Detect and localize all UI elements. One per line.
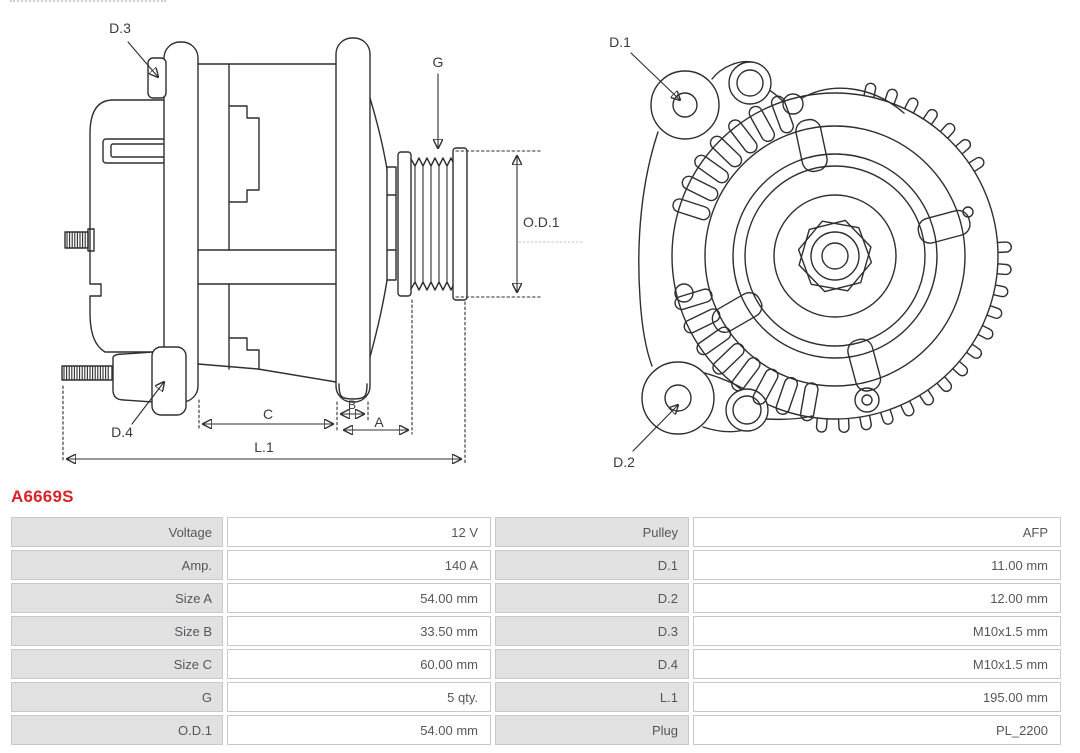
dim-label-d1: D.1 [609,34,631,50]
spec-label-cell: Plug [495,715,689,745]
pulley [398,148,467,300]
dim-label-d2: D.2 [613,454,635,470]
d3-mount-tab [148,58,166,98]
spec-label-cell: Size A [11,583,223,613]
bottom-stud-icon [62,366,112,380]
pulley-hub [774,195,896,317]
spec-row [11,550,1061,580]
spec-row [11,517,1061,547]
stator-body [198,64,336,382]
spec-label-cell: Voltage [11,517,223,547]
front-view-drawing [609,34,1011,470]
dim-label-od1: O.D.1 [523,214,560,230]
spec-value-cell: 60.00 mm [227,649,491,679]
spec-label-cell: O.D.1 [11,715,223,745]
dim-label-l1: L.1 [254,439,274,455]
d4-boss [152,347,186,415]
spec-table [7,514,1065,748]
spec-value-cell: M10x1.5 mm [693,649,1061,679]
spec-value-cell: 5 qty. [227,682,491,712]
od1-dimension [456,151,583,297]
spec-label-cell: L.1 [495,682,689,712]
dim-label-c: C [262,406,274,422]
part-number: A6669S [11,487,74,506]
dim-label-b: B [347,398,357,412]
spec-value-cell: AFP [693,517,1061,547]
shaft-bore [822,243,848,269]
spec-value-cell: 11.00 mm [693,550,1061,580]
spec-value-cell: 12.00 mm [693,583,1061,613]
dim-label-d3: D.3 [109,20,131,36]
spec-label-cell: D.4 [495,649,689,679]
spec-label-cell: G [11,682,223,712]
spec-row [11,715,1061,745]
spec-label-cell: D.2 [495,583,689,613]
side-view-drawing [62,20,583,464]
spec-row [11,682,1061,712]
spec-value-cell: 140 A [227,550,491,580]
spec-value-cell: M10x1.5 mm [693,616,1061,646]
spec-value-cell: 54.00 mm [227,583,491,613]
spec-value-cell: 195.00 mm [693,682,1061,712]
spec-label-cell: Size B [11,616,223,646]
dim-label-a: A [374,414,384,430]
front-mounting-flange [336,38,370,402]
spec-label-cell: D.1 [495,550,689,580]
spec-label-cell: D.3 [495,616,689,646]
spec-value-cell: 33.50 mm [227,616,491,646]
spec-row [11,583,1061,613]
spec-value-cell: 54.00 mm [227,715,491,745]
spec-value-cell: 12 V [227,517,491,547]
dim-label-d4: D.4 [111,424,133,440]
spec-value-cell: PL_2200 [693,715,1061,745]
spec-label-cell: Amp. [11,550,223,580]
spec-label-cell: Pulley [495,517,689,547]
spec-label-cell: Size C [11,649,223,679]
drive-end-housing [370,98,396,357]
rear-housing [65,100,165,352]
spec-row [11,616,1061,646]
spec-row [11,649,1061,679]
dim-label-g: G [432,54,444,70]
